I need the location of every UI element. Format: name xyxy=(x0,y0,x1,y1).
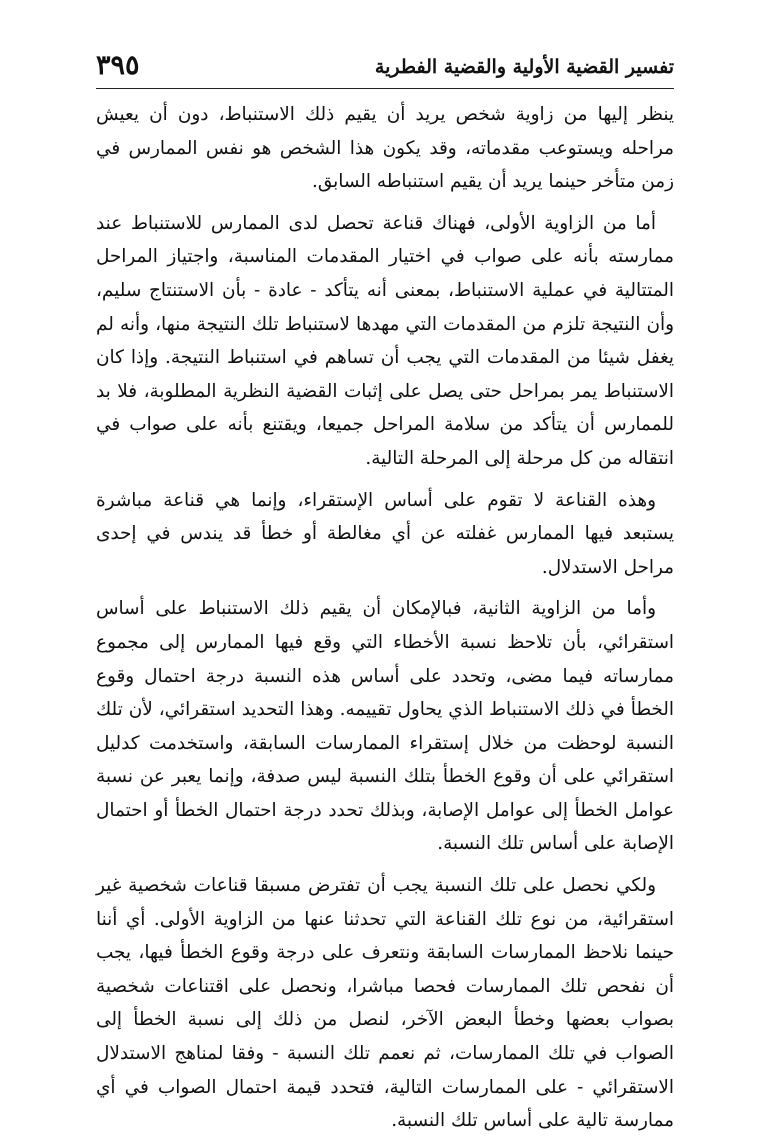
page-number: ٣٩٥ xyxy=(96,50,140,81)
body-text xyxy=(96,98,674,1146)
paragraph: أما من الزاوية الأولى، فهناك قناعة تحصل لدى الممارس للاستنباط عند ممارسته بأنه على صواب في اختيار المقدمات المناسبة، واجتياز المراحل المتتالية في عملية الاستنباط، بمعنى أنه يتأكد - عادة - بأن الاستنتاج سليم، وأن النتيجة تلزم من المقدمات التي مهدها لاستنباط تلك النتيجة منها، وأنه لم يغفل شيئا من المقدمات التي يجب أن تساهم في استنباط النتيجة. وإذا كان الاستنباط يمر بمراحل حتى يصل على إثبات القضية النظرية المطلوبة، فلا بد للممارس أن يتأكد من سلامة المراحل جميعا، ويقتنع بأنه على صواب في انتقاله من كل مرحلة إلى المرحلة التالية. xyxy=(96,212,674,469)
paragraph: ينظر إليها من زاوية شخص يريد أن يقيم ذلك الاستنباط، دون أن يعيش مراحله ويستوعب مقدماته، وقد يكون هذا الشخص هو نفس الممارس في زمن متأخر حينما يريد أن يقيم استنباطه السابق. xyxy=(96,104,674,193)
header-divider xyxy=(96,88,674,89)
running-title: تفسير القضية الأولية والقضية الفطرية xyxy=(374,56,674,78)
paragraph: وهذه القناعة لا تقوم على أساس الإستقراء، وإنما هي قناعة مباشرة يستبعد فيها الممارس غفلته عن أي مغالطة أو خطأ قد يندس في إحدى مراحل الاستدلال. xyxy=(96,489,674,578)
running-head xyxy=(96,50,674,86)
paragraph: ولكي نحصل على تلك النسبة يجب أن تفترض مسبقا قناعات شخصية غير استقرائية، من نوع تلك القناعة التي تحدثنا عنها من الزاوية الأولى. أي أننا حينما نلاحظ الممارسات السابقة ونتعرف على درجة وقوع الخطأ فيها، يجب أن نفحص تلك الممارسات فحصا مباشرا، ونحصل على اقتناعات شخصية بصواب بعضها وخطأ البعض الآخر، لنصل من ذلك إلى نسبة الخطأ إلى الصواب في تلك الممارسات، ثم نعمم تلك النسبة - وفقا لمناهج الاستدلال الاستقرائي - على الممارسات التالية، فتحدد قيمة احتمال الصواب في أي ممارسة تالية على أساس تلك النسبة. xyxy=(96,875,674,1132)
paragraph: وأما من الزاوية الثانية، فبالإمكان أن يقيم ذلك الاستنباط على أساس استقرائي، بأن تلاحظ نسبة الأخطاء التي وقع فيها الممارس إلى مجموع ممارساته فيما مضى، وتحدد على أساس هذه النسبة درجة احتمال وقوع الخطأ في ذلك الاستنباط الذي يحاول تقييمه. وهذا التحديد استقرائي، لأن تلك النسبة لوحظت من خلال إستقراء الممارسات السابقة، واستخدمت كدليل استقرائي على أن وقوع الخطأ بتلك النسبة ليس صدفة، وإنما يعبر عن نسبة عوامل الخطأ إلى عوامل الإصابة، وبذلك تحدد درجة احتمال الخطأ أو احتمال الإصابة على أساس تلك النسبة. xyxy=(96,598,674,855)
